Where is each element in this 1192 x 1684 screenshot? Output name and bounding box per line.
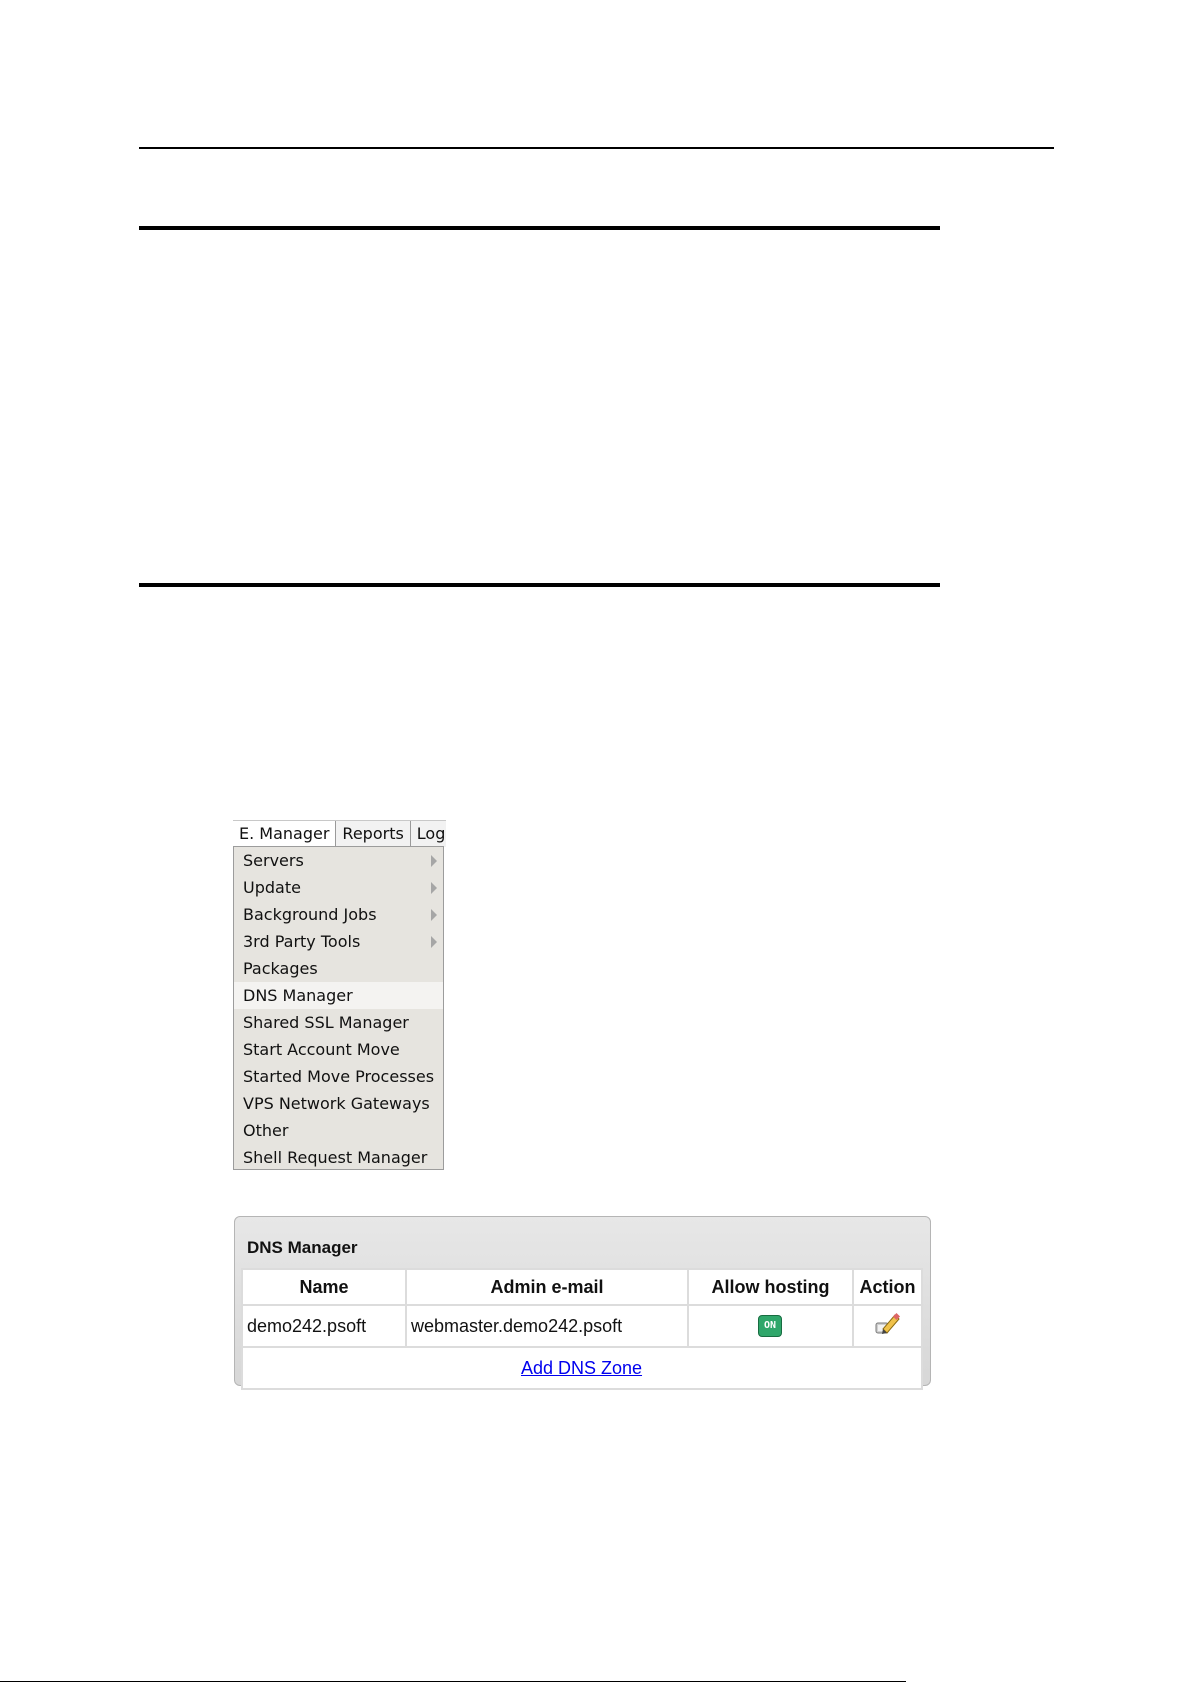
cell-add-zone [242,1347,922,1389]
cell-action [853,1305,922,1347]
menu-item-label: Shell Request Manager [243,1148,428,1167]
cell-allow-hosting [688,1305,853,1347]
menu-item-label: 3rd Party Tools [243,932,361,951]
menu-item-label: Background Jobs [243,905,377,924]
section-rule-2 [139,583,940,587]
column-header-admin-email: Admin e-mail [406,1269,688,1305]
menu-item-label: VPS Network Gateways [243,1094,430,1113]
menu-item-3rd-party-tools[interactable] [234,928,443,955]
e-manager-dropdown [233,846,444,1170]
dns-manager-panel [234,1216,931,1386]
menu-item-label: DNS Manager [243,986,353,1005]
cell-admin-email: webmaster.demo242.psoft [406,1305,688,1347]
menu-item-label: Start Account Move [243,1040,400,1059]
submenu-arrow-icon [431,936,437,948]
column-header-name: Name [242,1269,406,1305]
menu-item-background-jobs[interactable] [234,901,443,928]
dns-zones-table [241,1268,923,1390]
column-header-action: Action [853,1269,922,1305]
menu-item-servers[interactable] [234,847,443,874]
column-header-allow-hosting: Allow hosting [688,1269,853,1305]
footer-rule [0,1681,906,1682]
table-row [242,1305,922,1347]
add-row [242,1347,922,1389]
table-header-row [242,1269,922,1305]
cell-zone-name: demo242.psoft [242,1305,406,1347]
menu-item-shell-request-manager[interactable] [234,1144,443,1171]
menu-tab-e-manager[interactable]: E. Manager [233,821,336,847]
submenu-arrow-icon [431,882,437,894]
menu-bar [233,820,446,847]
menu-item-started-move-processes[interactable] [234,1063,443,1090]
menu-tab-log[interactable]: Log [411,821,446,847]
menu-item-label: Servers [243,851,304,870]
on-toggle-icon[interactable]: ON [758,1315,782,1337]
menu-item-label: Packages [243,959,318,978]
menu-item-label: Update [243,878,301,897]
menu-item-shared-ssl-manager[interactable] [234,1009,443,1036]
menu-item-label: Shared SSL Manager [243,1013,409,1032]
section-rule-1 [139,226,940,230]
add-dns-zone-link[interactable]: Add DNS Zone [520,1357,643,1378]
top-rule [139,147,1054,149]
menu-item-dns-manager[interactable] [234,982,443,1009]
menu-item-packages[interactable] [234,955,443,982]
edit-icon[interactable] [873,1311,901,1342]
menu-item-start-account-move[interactable] [234,1036,443,1063]
menu-item-vps-network-gateways[interactable] [234,1090,443,1117]
panel-title: DNS Manager [247,1238,358,1257]
submenu-arrow-icon [431,909,437,921]
menu-tab-reports[interactable]: Reports [336,821,410,847]
menu-item-label: Other [243,1121,289,1140]
menu-item-other[interactable] [234,1117,443,1144]
menu-item-update[interactable] [234,874,443,901]
submenu-arrow-icon [431,855,437,867]
menu-item-label: Started Move Processes [243,1067,435,1086]
